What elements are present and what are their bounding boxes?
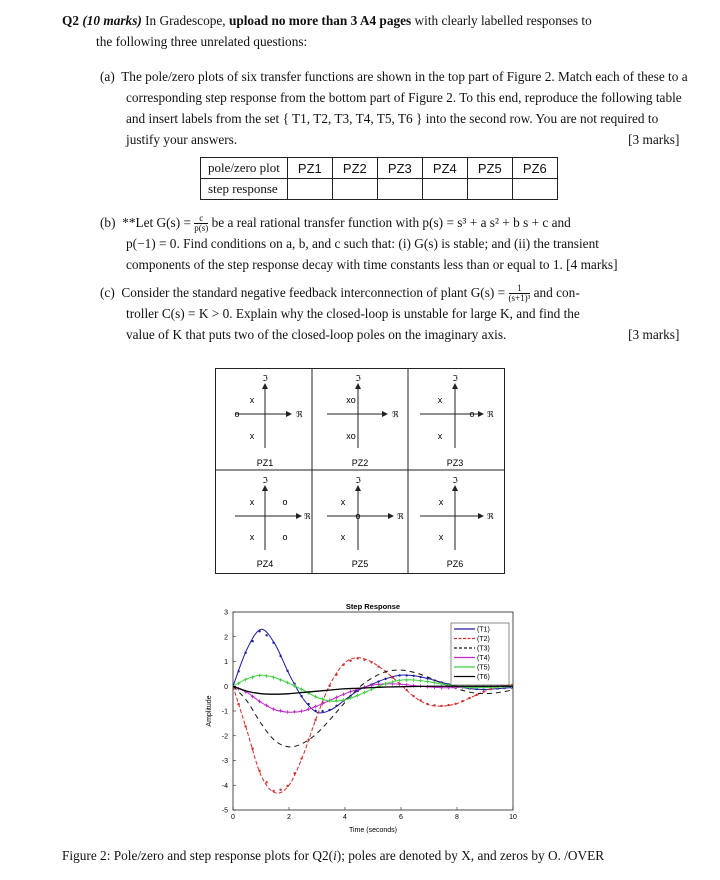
table-header-cell: PZ2 [332,158,377,179]
x-tick-label: 2 [287,814,291,821]
y-tick-label: -3 [221,758,228,765]
series-marker [237,703,239,705]
part-b-text-1b: be a real rational transfer function with p(s) = s³ + a s² + b s + c and [208,215,571,230]
real-axis-label: ℜ [487,410,494,419]
series-marker [328,709,330,711]
caption-italic: i [333,848,337,863]
series-marker [461,700,463,702]
legend-label: (T6) [477,674,490,681]
imag-axis-label: ℑ [355,374,361,383]
series-marker [405,689,407,691]
series-marker [335,673,337,675]
series-marker [307,703,309,705]
table-cell [512,179,557,200]
zero-marker: o [355,511,361,521]
intro-text-3: the following three unrelated questions: [96,34,308,49]
matching-table [200,157,558,200]
part-b-label: (b) [100,215,116,230]
part-c-marks: [3 marks] [628,327,680,343]
part-c-text-1b: and con- [530,285,580,300]
table-cell [467,179,512,200]
series-marker [272,790,274,792]
series-marker [426,703,428,705]
series-marker [412,675,414,677]
pole-marker: x [437,395,443,405]
series-marker [440,705,442,707]
series-marker [307,739,309,741]
series-marker [370,661,372,663]
y-tick-label: -2 [221,733,228,741]
pole-zero-figure [215,368,505,574]
question-marks: (10 marks) [82,13,142,28]
zero-marker: o [282,497,288,507]
x-tick-label: 8 [455,814,459,821]
upload-instruction: upload no more than 3 A4 pages [228,13,412,28]
series-marker [272,641,274,643]
part-b-text-1a: **Let G(s) = [122,215,195,230]
part-a-text: The pole/zero plots of six transfer functions are shown in the top part of Figure 2. Match each of these to a corresponding step response from the bottom part of Figure 2. To this end, reproduce the following table and insert labels from the set { T1, T2, T3, T4, T5, T6 } into the second row. You are not required to justify your answers. [121,69,688,147]
legend-label: (T2) [477,636,490,643]
series-marker [293,772,295,774]
part-c-text-2: troller C(s) = K > 0. Explain why the closed-loop is unstable for large K, and find the [126,306,580,322]
series-marker [258,630,260,632]
x-tick-label: 0 [231,814,235,821]
part-c [100,282,691,345]
pole-zero-marker: xo [346,395,356,405]
part-c-frac-den: (s+1)³ [508,293,531,304]
chart-title: Step Response [345,602,401,611]
table-header-cell: PZ4 [422,158,467,179]
zero-marker: o [282,532,288,542]
part-b-frac-den: p(s) [194,223,209,234]
caption-text: Figure 2: Pole/zero and step response plots for Q2( [62,848,334,863]
table-row-label: pole/zero plot [201,158,288,179]
series-marker [251,747,253,749]
series-marker [265,781,267,783]
series-marker [468,697,470,699]
y-axis-label: Amplitude [206,695,213,727]
y-tick-label: 0 [224,683,228,691]
real-axis-label: ℜ [296,410,303,419]
pole-marker: x [438,532,444,542]
part-b [100,212,691,275]
series-marker [405,674,407,676]
real-axis-label: ℜ [304,512,311,521]
legend [451,623,509,685]
table-cell [377,179,422,200]
pz1-label: PZ1 [256,458,274,468]
intro-text-2: with clearly labelled responses to [411,13,592,28]
part-b-text-3: components of the step response decay with time constants less than or equal to 1. [4 marks] [126,257,618,273]
part-a-marks: [3 marks] [628,132,680,147]
series-marker [342,664,344,666]
imag-axis-label: ℑ [452,476,458,485]
series-marker [321,710,323,712]
series-marker [454,703,456,705]
series-marker [286,670,288,672]
pz6-label: PZ6 [446,559,464,569]
part-c-text-1a: Consider the standard negative feedback interconnection of plant G(s) = [121,285,509,300]
part-a-label: (a) [100,69,115,84]
y-tick-label: -1 [221,708,228,716]
intro-text-1: In Gradescope, [141,13,229,28]
series-marker [391,676,393,678]
series-marker [363,659,365,661]
pole-marker: x [438,497,444,507]
imag-axis-label: ℑ [452,374,458,383]
table-cell [287,179,332,200]
series-marker [251,640,253,642]
series-marker [384,678,386,680]
part-b-text-2: p(−1) = 0. Find conditions on a, b, and c such that: (i) G(s) is stable; and (ii) the transient [126,236,599,252]
series-marker [279,789,281,791]
table-row [201,158,558,179]
table-row [201,179,558,200]
series-marker [412,695,414,697]
series-marker [475,694,477,696]
y-tick-label: -5 [221,807,228,815]
pole-marker: x [340,532,346,542]
step-response-chart [195,598,525,836]
legend-label: (T1) [477,626,490,634]
legend-label: (T5) [477,664,490,672]
series-marker [300,695,302,697]
table-header-cell: PZ5 [467,158,512,179]
series-marker [244,652,246,654]
x-tick-label: 10 [509,814,517,821]
series-marker [419,699,421,701]
series-marker [244,725,246,727]
legend-label: (T3) [477,645,490,653]
x-tick-label: 6 [399,814,403,821]
caption-text-2: ); poles are denoted by X, and zeros by O. /OVER [336,848,605,863]
series-marker [398,674,400,676]
series-marker [286,785,288,787]
zero-marker: o [234,409,240,419]
imag-axis-label: ℑ [262,374,268,383]
zero-marker: o [469,409,475,419]
part-c-frac-num: 1 [509,284,531,294]
question-header [62,10,672,52]
pole-marker: x [249,497,255,507]
part-b-frac-num: c [194,214,208,224]
real-axis-label: ℜ [392,410,399,419]
table-header-cell: PZ6 [512,158,557,179]
part-c-text-3: value of K that puts two of the closed-loop poles on the imaginary axis. [126,327,507,343]
part-a [100,66,691,150]
pole-marker: x [340,497,346,507]
table-cell [332,179,377,200]
part-c-label: (c) [100,285,115,300]
table-cell [422,179,467,200]
pole-marker: x [249,431,255,441]
series-marker [300,757,302,759]
pole-marker: x [437,431,443,441]
pole-marker: x [249,395,255,405]
series-marker [433,704,435,706]
table-row-label: step response [201,179,288,200]
imag-axis-label: ℑ [262,476,268,485]
pole-marker: x [249,532,255,542]
y-tick-label: 3 [224,609,228,617]
series-marker [482,691,484,693]
series-marker [265,634,267,636]
x-tick-label: 4 [343,814,347,821]
pole-zero-marker: xo [346,431,356,441]
series-marker [377,665,379,667]
series-marker [258,770,260,772]
pz4-label: PZ4 [256,559,274,569]
pz5-label: PZ5 [351,559,369,569]
series-marker [335,705,337,707]
y-tick-label: -4 [221,782,228,790]
real-axis-label: ℜ [397,512,404,521]
table-header-cell: PZ1 [287,158,332,179]
pz2-label: PZ2 [351,458,369,468]
series-marker [377,680,379,682]
series-marker [419,676,421,678]
real-axis-label: ℜ [487,512,494,521]
figure-caption [62,848,682,864]
y-tick-label: 1 [224,659,228,666]
series-marker [349,660,351,662]
series-marker [237,670,239,672]
pz3-label: PZ3 [446,458,464,468]
series-marker [356,657,358,659]
x-axis-label: Time (seconds) [349,827,397,834]
series-marker [328,685,330,687]
imag-axis-label: ℑ [355,476,361,485]
table-header-cell: PZ3 [377,158,422,179]
series-marker [279,655,281,657]
y-tick-label: 2 [224,634,228,642]
series-marker [314,710,316,712]
series-marker [447,704,449,706]
pole-zero-frame [216,369,505,574]
question-number: Q2 [62,13,79,28]
series-marker [314,719,316,721]
legend-label: (T4) [477,655,490,662]
